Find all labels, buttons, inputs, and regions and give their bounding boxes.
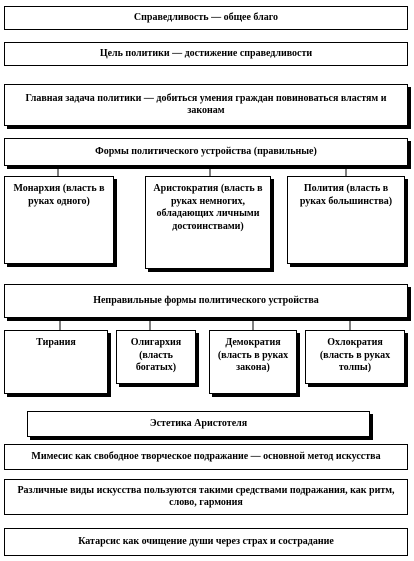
aesthetics-title-box bbox=[27, 411, 370, 437]
democracy-box bbox=[209, 330, 297, 394]
aesthetics-title: Эстетика Аристотеля bbox=[149, 417, 248, 429]
correct-forms-title: Формы политического устройства (правильные) bbox=[95, 145, 317, 157]
polity-text: Полития (власть в руках большинства) bbox=[299, 183, 393, 207]
incorrect-forms-box bbox=[4, 284, 408, 318]
catharsis-text: Катарсис как очищение души через страх и сострадание bbox=[78, 535, 334, 547]
justice-text: Справедливость — общее благо bbox=[133, 11, 279, 23]
democracy-text: Демократия (власть в руках закона) bbox=[217, 337, 289, 373]
ochlocracy-text: Охлократия (власть в руках толпы) bbox=[319, 337, 391, 373]
art-means-box bbox=[4, 479, 408, 515]
mimesis-box bbox=[4, 444, 408, 470]
catharsis-box bbox=[4, 528, 408, 556]
ochlocracy-box bbox=[305, 330, 405, 384]
mimesis-text: Мимесис как свободное творческое подражание — основной метод искусства bbox=[31, 450, 381, 462]
aristocracy-text: Аристократия (власть в руках немногих, обладающих личными достоинствами) bbox=[153, 183, 263, 232]
art-means-text: Различные виды искусства пользуются такими средствами подражания, как ритм, слово, гармония bbox=[17, 484, 395, 508]
tyranny-box bbox=[4, 330, 108, 394]
incorrect-forms-title: Неправильные формы политического устройства bbox=[93, 294, 319, 306]
polity-box bbox=[287, 176, 405, 264]
politics-goal-text: Цель политики — достижение справедливости bbox=[99, 47, 313, 59]
oligarchy-box bbox=[116, 330, 196, 384]
oligarchy-text: Олигархия (власть богатых) bbox=[130, 337, 182, 373]
monarchy-text: Монархия (власть в руках одного) bbox=[13, 183, 105, 207]
politics-task-text: Главная задача политики — добиться умения граждан повиноваться властям и законам bbox=[25, 92, 387, 116]
monarchy-box bbox=[4, 176, 114, 264]
tyranny-text: Тирания bbox=[36, 337, 76, 348]
aristocracy-box bbox=[145, 176, 271, 269]
